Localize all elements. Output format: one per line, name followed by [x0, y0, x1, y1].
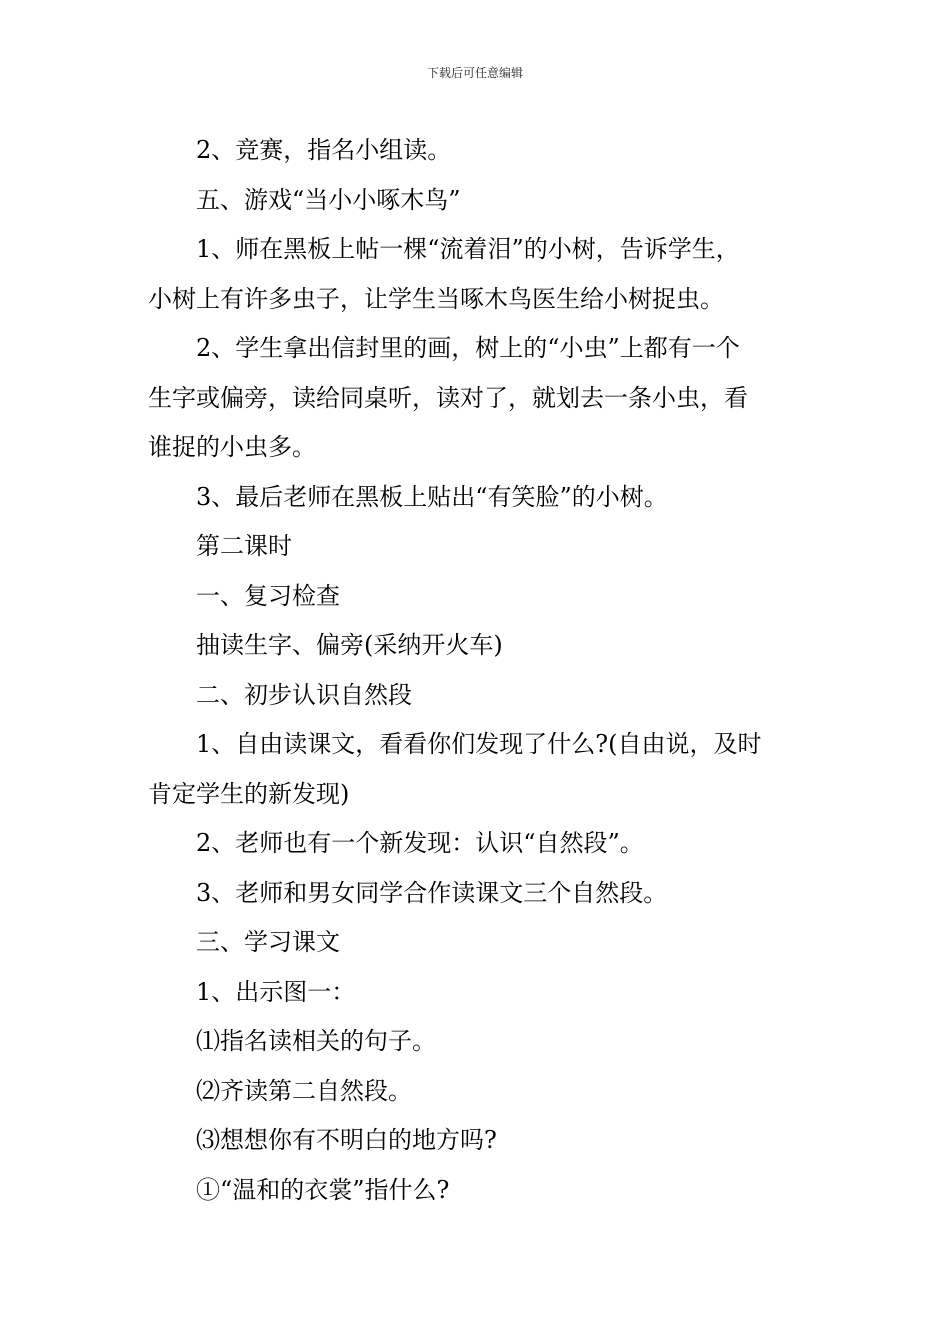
text-line: 二、初步认识自然段	[196, 680, 412, 709]
text-line: 抽读生字、偏旁(采纳开火车)	[196, 631, 503, 659]
text-line: 2、老师也有一个新发现：认识“自然段”。	[196, 829, 644, 857]
page-header: 下载后可任意编辑	[426, 66, 523, 80]
text-line: 第二课时	[196, 532, 292, 560]
text-line: 肯定学生的新发现)	[148, 779, 350, 808]
text-line: ⑵齐读第二自然段。	[196, 1076, 412, 1105]
text-line: 1、自由读课文，看看你们发现了什么?(自由说，及时	[196, 730, 762, 758]
text-line: ①“温和的衣裳”指什么?	[196, 1175, 450, 1204]
text-line: ⑴指名读相关的句子。	[196, 1027, 436, 1055]
text-line: 2、竞赛，指名小组读。	[196, 136, 452, 164]
text-line: 一、复习检查	[196, 581, 340, 610]
text-line: 五、游戏“当小小啄木鸟”	[196, 185, 461, 214]
text-line: 小树上有许多虫子，让学生当啄木鸟医生给小树捉虫。	[148, 284, 724, 313]
text-line: 1、出示图一：	[196, 977, 356, 1006]
text-line: 1、师在黑板上帖一棵“流着泪”的小树，告诉学生，	[196, 235, 740, 263]
text-line: 2、学生拿出信封里的画，树上的“小虫”上都有一个	[196, 334, 740, 362]
text-line: 3、老师和男女同学合作读课文三个自然段。	[196, 878, 668, 907]
text-line: 生字或偏旁，读给同桌听，读对了，就划去一条小虫，看	[148, 383, 748, 412]
text-line: ⑶想想你有不明白的地方吗?	[196, 1126, 497, 1154]
text-line: 谁捉的小虫多。	[148, 433, 316, 461]
document-body	[148, 126, 808, 1215]
text-line: 3、最后老师在黑板上贴出“有笑脸”的小树。	[196, 482, 668, 511]
text-line: 三、学习课文	[196, 928, 340, 956]
